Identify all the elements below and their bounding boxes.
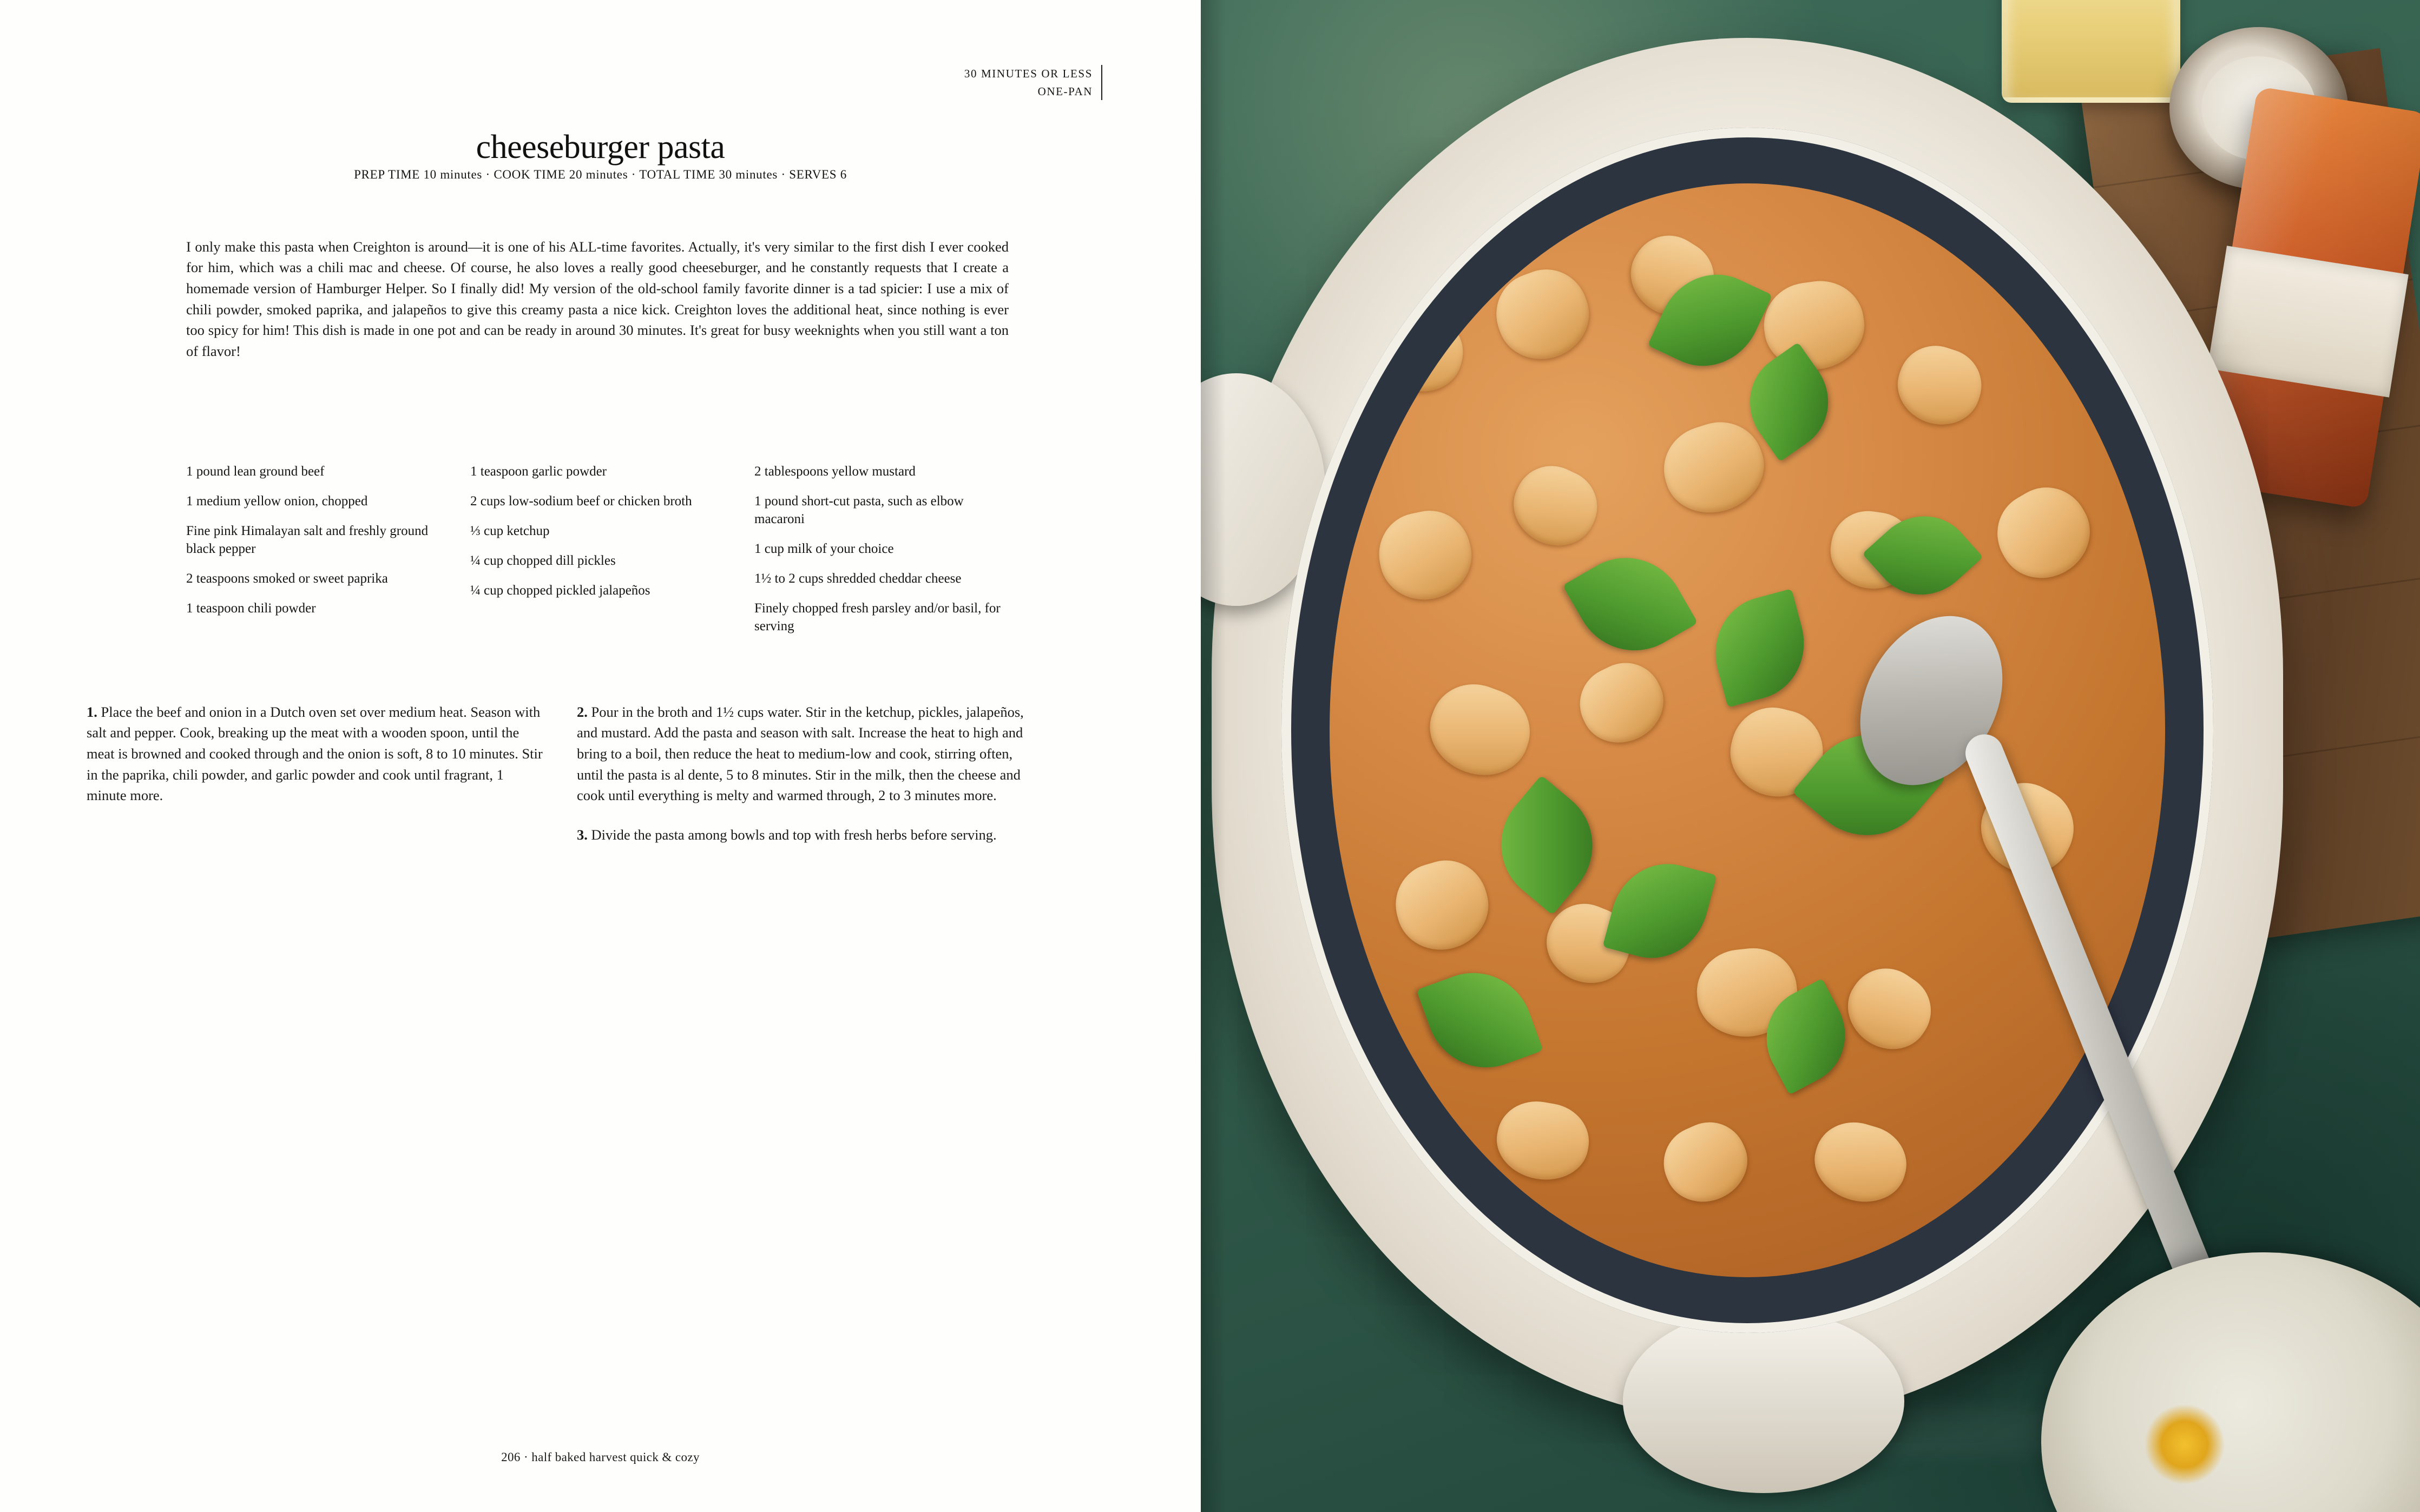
instructions — [87, 687, 1034, 864]
ingredient-item: 2 tablespoons yellow mustard — [754, 464, 916, 479]
folio-book-title: half baked harvest quick & cozy — [531, 1450, 700, 1464]
edible-flower — [2144, 1404, 2225, 1485]
folio-separator: · — [523, 1450, 529, 1464]
dutch-oven-pot — [1212, 38, 2283, 1423]
recipe-page — [0, 0, 1201, 1512]
step-number: 2. — [577, 703, 588, 720]
badge-time: 30 MINUTES OR LESS — [964, 67, 1093, 80]
ingredient-item: ⅓ cup ketchup — [470, 524, 550, 538]
ingredient-item: Finely chopped fresh parsley and/or basil, for serving — [754, 601, 1001, 633]
side-bowl — [2041, 1252, 2420, 1512]
cheeseburger-pasta — [1330, 183, 2165, 1277]
ingredient-item: ¼ cup chopped pickled jalapeños — [470, 583, 650, 598]
recipe-photo-page — [1201, 0, 2420, 1512]
step-text: Divide the pasta among bowls and top with fresh herbs before serving. — [591, 826, 997, 843]
page-title: cheeseburger pasta — [476, 128, 725, 166]
basil-leaf — [1703, 589, 1817, 708]
basil-leaf — [1563, 537, 1698, 672]
recipe-headnote: I only make this pasta when Creighton is around—it is one of his ALL-time favorites. Actually, it's very similar to the first dish I ever cooked for him, which was a chili mac and cheese. Of course, he also loves a really good cheeseburger, and he constantly requests that I create a homemade version of Hamburger Helper. So I finally did! My version of the old-school family favorite dinner is a tad spicier: I use a mix of chili powder, smoked paprika, and jalapeños to give this creamy pasta a nice kick. Creighton loves the additional heat, since nothing is ever too spicy for him! This dish is made in one pot and can be ready in around 30 minutes. It's great for busy weeknights when you still want a ton of flavor! — [186, 238, 1009, 359]
ingredient-item: Fine pink Himalayan salt and freshly ground black pepper — [186, 524, 429, 556]
ingredient-item: 2 cups low-sodium beef or chicken broth — [470, 494, 692, 509]
beer-glass — [2002, 0, 2180, 103]
step-text: Pour in the broth and 1½ cups water. Stir in the ketchup, pickles, jalapeños, and mustard. Add the pasta and season with salt. Increase the heat to high and bring to a boil, then reduce the heat to medium-low and cook, stirring often, until the pasta is al dente, 5 to 8 minutes. Stir in the milk, then the cheese and cook until everything is melty and warmed through, 2 to 3 minutes more. — [577, 703, 1024, 804]
footer-folio — [0, 1450, 1201, 1464]
ingredients-list — [186, 463, 1022, 647]
ingredient-item: 1 medium yellow onion, chopped — [186, 494, 368, 509]
ingredient-item: 1 teaspoon chili powder — [186, 601, 316, 616]
pot-handle-bottom — [1623, 1309, 1904, 1493]
basil-leaf — [1417, 956, 1543, 1084]
ingredients-column-2 — [465, 463, 744, 647]
food-photograph — [1201, 0, 2420, 1512]
ingredient-item: 1 pound lean ground beef — [186, 464, 325, 479]
folio-number: 206 — [501, 1450, 521, 1464]
step-text: Place the beef and onion in a Dutch oven set over medium heat. Season with salt and pepper. Cook, breaking up the meat with a wooden spoon, until the meat is browned and cooked through and the onion is soft, 8 to 10 minutes. Stir in the paprika, chili powder, and garlic powder and cook until fragrant, 1 minute more. — [87, 703, 543, 804]
recipe-badges — [964, 65, 1102, 100]
ingredient-item: 1 cup milk of your choice — [754, 542, 894, 556]
instructions-column-2 — [577, 687, 1034, 864]
ingredient-item: ¼ cup chopped dill pickles — [470, 553, 616, 568]
instructions-column-1 — [87, 687, 543, 864]
ingredient-item: 2 teaspoons smoked or sweet paprika — [186, 571, 388, 586]
instruction-step — [577, 824, 1034, 846]
ingredient-item: 1 pound short-cut pasta, such as elbow macaroni — [754, 494, 964, 526]
instruction-step — [87, 702, 543, 806]
ingredient-item: 1½ to 2 cups shredded cheddar cheese — [754, 571, 962, 586]
badge-onepan: ONE-PAN — [1037, 84, 1093, 98]
bottle-label — [2207, 246, 2409, 397]
instruction-step — [577, 702, 1034, 806]
ingredients-column-3 — [744, 463, 1022, 647]
ingredient-item: 1 teaspoon garlic powder — [470, 464, 607, 479]
recipe-meta: PREP TIME 10 minutes · COOK TIME 20 minutes · TOTAL TIME 30 minutes · SERVES 6 — [354, 168, 847, 181]
ingredients-column-1 — [186, 463, 465, 647]
step-number: 1. — [87, 703, 97, 720]
basil-leaf — [1477, 775, 1617, 915]
step-number: 3. — [577, 826, 588, 843]
